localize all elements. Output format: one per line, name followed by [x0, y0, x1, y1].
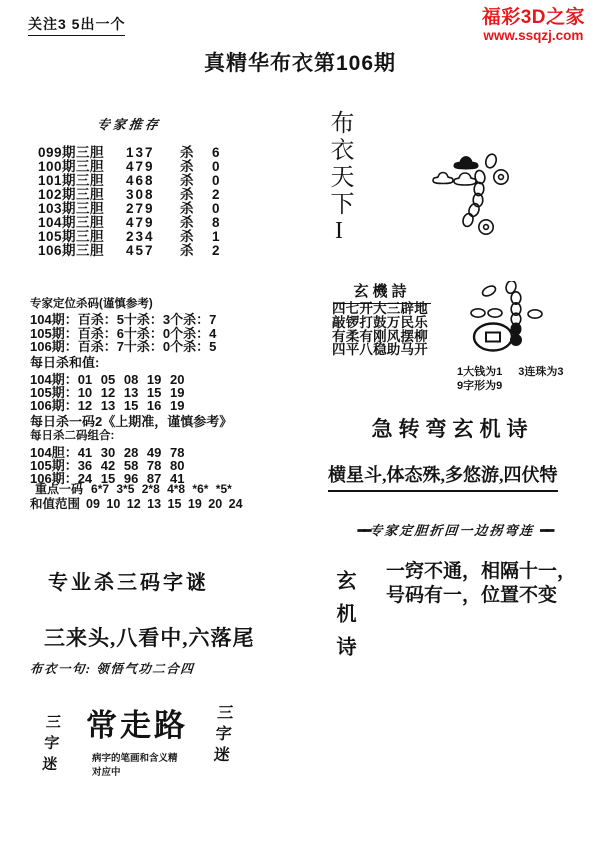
row-label: 和值范围	[30, 497, 81, 511]
sha-cell: 6	[212, 145, 220, 160]
poem-line: 有柔有刚风摆柳	[332, 328, 428, 344]
row-numbers: 01 05 08 19 20	[77, 372, 185, 387]
section-header: 专家定位杀码(谨慎参考)	[30, 298, 153, 310]
period-cell: 101期三胆	[38, 173, 105, 188]
poem-line: 一窍不通，相隔十一，	[386, 561, 577, 582]
dan-cell: 457	[126, 243, 155, 258]
row-label: 106期：	[30, 471, 78, 486]
buyi-tianxia-title: 布衣天下I	[326, 110, 352, 247]
row-value: 09 10 12 13 15 19 20 24	[86, 497, 243, 511]
site-logo	[482, 8, 585, 44]
dan-cell: 468	[126, 173, 155, 188]
legend-item: 9字形为9	[457, 380, 503, 392]
row-label: 重点一码	[35, 482, 84, 496]
coin-icon	[494, 170, 508, 184]
bead-icon	[461, 212, 474, 228]
focus-note: 关注3 5出一个	[28, 14, 125, 36]
row-numbers: 24 15 96 87 41	[77, 471, 185, 486]
poem-line: 四平八稳助马开	[332, 342, 428, 358]
bottom-xuanji-poem	[386, 560, 576, 607]
legend-item: 1大钱为1	[457, 366, 503, 378]
sha-cell: 2	[212, 243, 220, 258]
bead-coin-figure-nine	[468, 281, 553, 355]
divider-dash: ━━	[539, 523, 553, 538]
divider-dash: ━━	[357, 523, 371, 538]
row-label: 105期：	[30, 458, 78, 473]
table-row	[38, 202, 220, 216]
bead-icon	[481, 284, 497, 298]
kill-row: 105期：百杀：6十杀：0个杀：4	[30, 325, 217, 341]
daily-kill-one-line: 每日杀一码2《上期准，谨慎参考》	[30, 414, 233, 429]
sha-label: 杀	[180, 229, 194, 244]
sha-cell: 8	[212, 215, 220, 230]
sha-cell: 0	[212, 159, 220, 174]
poem-line: 四七开大三辟地	[332, 301, 428, 316]
poem-line: 号码有一，位置不变	[386, 584, 558, 606]
period-cell: 099期三胆	[38, 145, 105, 160]
coin-icon	[479, 220, 493, 234]
buyi-sentence: 布衣一句: 领悟气功二合四	[29, 662, 195, 676]
legend-item: 3连珠为3	[518, 366, 564, 378]
sha-label: 杀	[180, 187, 194, 202]
riddle-note	[92, 752, 178, 779]
bead-icon	[528, 310, 542, 318]
row-numbers: 10 12 13 15 19	[77, 384, 185, 400]
kill-three-riddle: 三来头,八看中,六落尾	[44, 626, 255, 650]
sharp-turn-riddle: 横星斗,体态殊,多悠游,四伏特	[328, 461, 558, 492]
table-row	[38, 216, 220, 230]
xuanji-poem	[332, 302, 428, 357]
coin-icon	[474, 324, 512, 351]
bead-icon	[484, 153, 498, 169]
site-name: 福彩3D之家	[481, 7, 585, 28]
three-char-riddle-label-right: 三字迷	[210, 704, 233, 767]
bead-icon	[467, 202, 481, 218]
sha-label: 杀	[180, 243, 194, 258]
bead-icon	[471, 309, 485, 317]
table-row	[38, 244, 220, 258]
sha-cell: 1	[212, 229, 220, 244]
sha-cell: 0	[212, 173, 220, 188]
sha-label: 杀	[180, 173, 194, 188]
dan-cell: 234	[126, 229, 155, 244]
period-cell: 105期三胆	[38, 229, 105, 244]
sum-range-line	[30, 494, 243, 512]
period-cell: 106期三胆	[38, 243, 105, 258]
period-cell: 103期三胆	[38, 201, 105, 216]
row-label: 106期：	[30, 397, 78, 413]
table-row	[38, 188, 220, 202]
kill-row: 104期：百杀：5十杀：3个杀：7	[30, 312, 217, 327]
page-title: 真精华布衣第106期	[203, 52, 397, 75]
recommend-table	[38, 146, 220, 258]
period-cell: 102期三胆	[38, 187, 105, 202]
dan-cell: 479	[126, 159, 155, 174]
row-numbers: 12 13 15 16 19	[77, 397, 185, 413]
sha-cell: 0	[212, 201, 220, 216]
row-numbers: 36 42 58 78 80	[77, 458, 185, 473]
daily-kill-sum-section	[30, 352, 184, 413]
table-row	[38, 160, 220, 174]
expert-divider-line	[314, 520, 596, 539]
ingot-coin-figure-seven	[432, 150, 510, 238]
sha-label: 杀	[180, 215, 194, 230]
section-header: 每日杀二码组合:	[30, 430, 115, 442]
gold-ingot-icon	[433, 173, 453, 184]
divider-text: 专家定胆折回一边拐弯连	[368, 523, 536, 538]
gold-ingot-icon	[454, 173, 476, 185]
poem-line: 敲锣打鼓万民乐	[332, 314, 428, 330]
riddle-note-line: 对应中	[92, 766, 121, 778]
kill-three-title: 专业杀三码字谜	[48, 572, 209, 594]
sha-cell: 2	[212, 187, 220, 202]
table-row	[38, 230, 220, 244]
bottom-xuanji-title: 玄机诗	[333, 570, 355, 669]
kill-row: 106期：百杀：7十杀：0个杀：5	[30, 339, 217, 354]
riddle-note-line: 病字的笔画和含义精	[92, 753, 178, 764]
sha-label: 杀	[180, 201, 194, 216]
row-label: 104期：	[30, 372, 78, 387]
period-cell: 100期三胆	[38, 159, 105, 174]
row-label: 105期：	[30, 384, 78, 400]
site-url: www.ssqzj.com	[483, 27, 584, 43]
row-numbers: 41 30 28 49 78	[77, 445, 185, 460]
position-kill-section	[30, 295, 216, 354]
dan-cell: 479	[126, 215, 155, 230]
sha-label: 杀	[180, 159, 194, 174]
row-label: 104胆：	[30, 445, 78, 460]
period-cell: 104期三胆	[38, 215, 105, 230]
bead-icon	[488, 309, 502, 317]
recommend-header: 专家推存	[96, 117, 162, 132]
dan-cell: 137	[126, 145, 155, 160]
sha-label: 杀	[180, 145, 194, 160]
xuanji-poem-header: 玄機詩	[333, 280, 431, 304]
dan-cell: 308	[126, 187, 155, 202]
dan-cell: 279	[126, 201, 155, 216]
table-row	[38, 146, 220, 160]
daily-two-code-section	[30, 427, 184, 485]
gold-ingot-icon	[454, 157, 478, 170]
three-char-riddle-answer: 常走路	[86, 708, 188, 743]
three-char-riddle-label-left: 三字迷	[39, 714, 61, 777]
sharp-turn-header: 急转弯玄机诗	[371, 417, 534, 441]
section-header: 每日杀和值:	[30, 355, 100, 370]
row-value: 6*7 3*5 2*8 4*8 *6* *5*	[91, 482, 232, 496]
table-row	[38, 174, 220, 188]
